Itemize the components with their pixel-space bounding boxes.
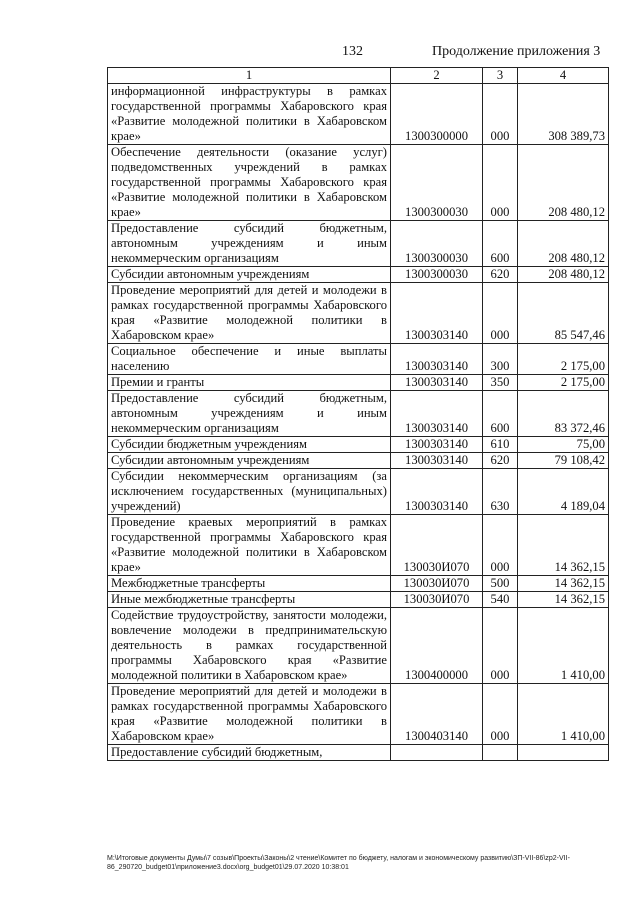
column-header: 4 xyxy=(518,68,609,84)
row-code-cell: 130030И070 xyxy=(391,576,483,592)
table-row xyxy=(108,684,609,745)
row-sum-cell: 1 410,00 xyxy=(518,684,609,745)
row-sum-cell: 85 547,46 xyxy=(518,283,609,344)
budget-table xyxy=(107,67,609,761)
row-name-cell: Премии и гранты xyxy=(108,375,391,391)
row-code-cell: 1300300030 xyxy=(391,221,483,267)
row-name-cell: информационной инфраструктуры в рамках государственной программы Хабаровского края «Развитие молодежной политики в Хабаровском крае» xyxy=(108,84,391,145)
row-type-cell: 610 xyxy=(483,437,518,453)
row-type-cell: 000 xyxy=(483,283,518,344)
row-code-cell: 1300303140 xyxy=(391,437,483,453)
row-name-cell: Социальное обеспечение и иные выплаты населению xyxy=(108,344,391,375)
document-path-footer: М:\Итоговые документы Думы\7 созыв\Проекты\Законы\2 чтение\Комитет по бюджету, налогам и экономическому развитию\ЗП-VII-86\zp2-VII-86_290720_budget01\приложение3.docx\org_budget01\29.07.2020 10:38:01 xyxy=(107,855,570,871)
row-code-cell: 130030И070 xyxy=(391,515,483,576)
column-header: 3 xyxy=(483,68,518,84)
table-row xyxy=(108,515,609,576)
page-number: 132 xyxy=(342,44,363,59)
row-code-cell: 1300300030 xyxy=(391,145,483,221)
table-row xyxy=(108,221,609,267)
row-type-cell: 630 xyxy=(483,469,518,515)
row-type-cell: 620 xyxy=(483,453,518,469)
row-type-cell: 300 xyxy=(483,344,518,375)
row-type-cell: 000 xyxy=(483,84,518,145)
row-name-cell: Иные межбюджетные трансферты xyxy=(108,592,391,608)
row-code-cell: 1300303140 xyxy=(391,391,483,437)
table-row xyxy=(108,344,609,375)
row-sum-cell: 75,00 xyxy=(518,437,609,453)
row-code-cell: 1300403140 xyxy=(391,684,483,745)
row-name-cell: Содействие трудоустройству, занятости молодежи, вовлечение молодежи в предпринимательскую деятельность в рамках государственной программы Хабаровского края «Развитие молодежной политики в Хабаровском крае» xyxy=(108,608,391,684)
table-row xyxy=(108,576,609,592)
row-sum-cell: 79 108,42 xyxy=(518,453,609,469)
row-sum-cell: 308 389,73 xyxy=(518,84,609,145)
row-code-cell: 1300400000 xyxy=(391,608,483,684)
row-sum-cell: 14 362,15 xyxy=(518,576,609,592)
row-code-cell: 1300303140 xyxy=(391,453,483,469)
row-sum-cell: 4 189,04 xyxy=(518,469,609,515)
row-name-cell: Субсидии автономным учреждениям xyxy=(108,267,391,283)
column-header: 2 xyxy=(391,68,483,84)
row-name-cell: Субсидии некоммерческим организациям (за исключением государственных (муниципальных) учреждений) xyxy=(108,469,391,515)
row-name-cell: Предоставление субсидий бюджетным, автономным учреждениям и иным некоммерческим организациям xyxy=(108,391,391,437)
row-code-cell: 1300300000 xyxy=(391,84,483,145)
row-name-cell: Предоставление субсидий бюджетным, xyxy=(108,745,391,761)
table-row xyxy=(108,608,609,684)
row-type-cell: 000 xyxy=(483,608,518,684)
row-type-cell: 620 xyxy=(483,267,518,283)
row-type-cell: 600 xyxy=(483,391,518,437)
table-row xyxy=(108,469,609,515)
row-type-cell: 000 xyxy=(483,515,518,576)
table-body xyxy=(108,84,609,761)
continuation-label: Продолжение приложения 3 xyxy=(432,44,601,59)
row-sum-cell: 208 480,12 xyxy=(518,221,609,267)
row-sum-cell: 2 175,00 xyxy=(518,344,609,375)
row-code-cell: 1300303140 xyxy=(391,375,483,391)
table-row xyxy=(108,267,609,283)
row-sum-cell: 208 480,12 xyxy=(518,145,609,221)
row-code-cell: 130030И070 xyxy=(391,592,483,608)
row-code-cell xyxy=(391,745,483,761)
table-row xyxy=(108,745,609,761)
row-type-cell: 000 xyxy=(483,145,518,221)
row-name-cell: Субсидии бюджетным учреждениям xyxy=(108,437,391,453)
row-name-cell: Проведение мероприятий для детей и молодежи в рамках государственной программы Хабаровского края «Развитие молодежной политики в Хабаровском крае» xyxy=(108,283,391,344)
row-type-cell: 600 xyxy=(483,221,518,267)
row-sum-cell: 83 372,46 xyxy=(518,391,609,437)
row-type-cell xyxy=(483,745,518,761)
row-name-cell: Субсидии автономным учреждениям xyxy=(108,453,391,469)
table-row xyxy=(108,283,609,344)
table-row xyxy=(108,391,609,437)
table-header-row xyxy=(108,68,609,84)
row-name-cell: Проведение мероприятий для детей и молодежи в рамках государственной программы Хабаровского края «Развитие молодежной политики в Хабаровском крае» xyxy=(108,684,391,745)
row-code-cell: 1300303140 xyxy=(391,283,483,344)
row-sum-cell: 1 410,00 xyxy=(518,608,609,684)
row-sum-cell xyxy=(518,745,609,761)
row-sum-cell: 2 175,00 xyxy=(518,375,609,391)
row-type-cell: 350 xyxy=(483,375,518,391)
column-header: 1 xyxy=(108,68,391,84)
row-code-cell: 1300300030 xyxy=(391,267,483,283)
row-name-cell: Проведение краевых мероприятий в рамках государственной программы Хабаровского края «Развитие молодежной политики в Хабаровском крае» xyxy=(108,515,391,576)
table-row xyxy=(108,437,609,453)
table-row xyxy=(108,375,609,391)
row-code-cell: 1300303140 xyxy=(391,469,483,515)
row-sum-cell: 14 362,15 xyxy=(518,515,609,576)
row-sum-cell: 208 480,12 xyxy=(518,267,609,283)
table-row xyxy=(108,592,609,608)
row-name-cell: Обеспечение деятельности (оказание услуг) подведомственных учреждений в рамках государственной программы Хабаровского края «Развитие молодежной политики в Хабаровском крае» xyxy=(108,145,391,221)
row-code-cell: 1300303140 xyxy=(391,344,483,375)
row-type-cell: 500 xyxy=(483,576,518,592)
table-row xyxy=(108,145,609,221)
row-type-cell: 540 xyxy=(483,592,518,608)
row-type-cell: 000 xyxy=(483,684,518,745)
table-row xyxy=(108,84,609,145)
row-sum-cell: 14 362,15 xyxy=(518,592,609,608)
table-row xyxy=(108,453,609,469)
row-name-cell: Межбюджетные трансферты xyxy=(108,576,391,592)
row-name-cell: Предоставление субсидий бюджетным, автономным учреждениям и иным некоммерческим организациям xyxy=(108,221,391,267)
